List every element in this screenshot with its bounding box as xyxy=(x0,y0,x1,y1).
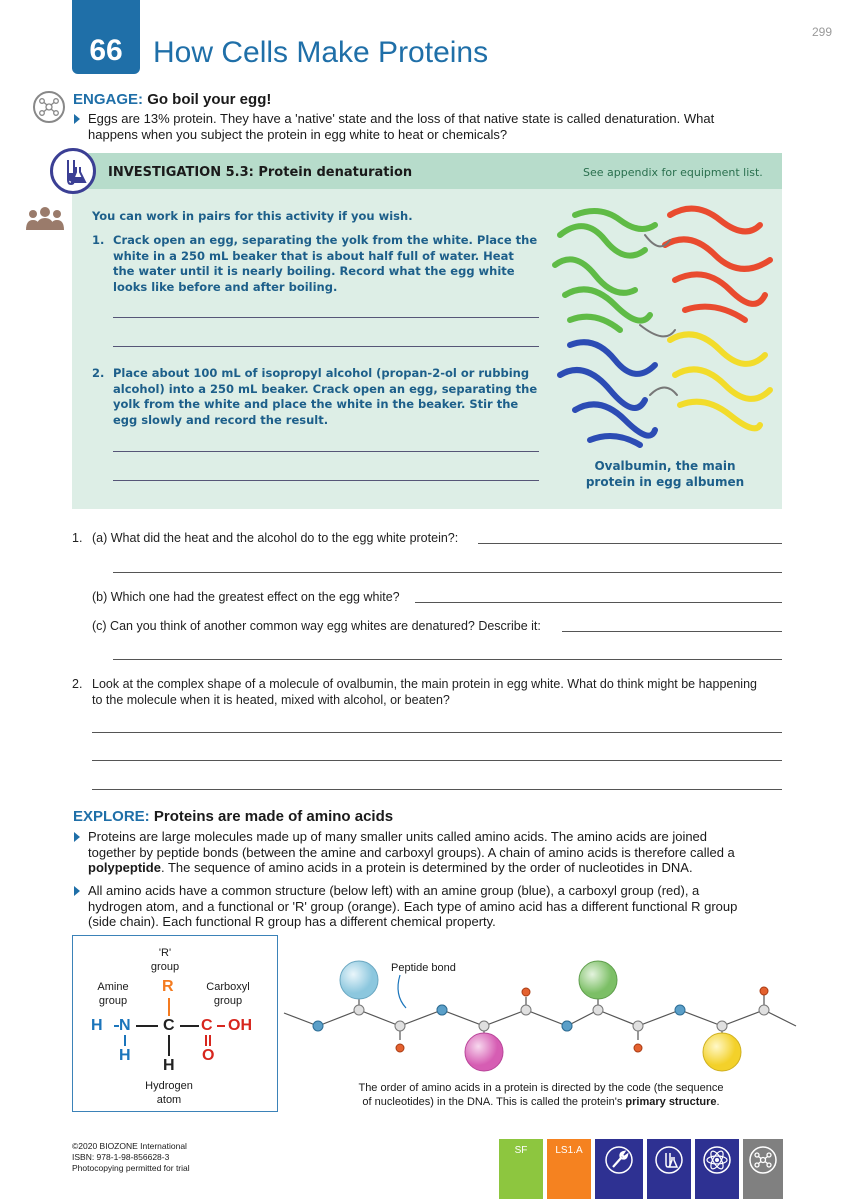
amino-acid-structure-diagram xyxy=(72,935,278,1112)
q2-answer-line[interactable] xyxy=(92,760,782,761)
atom-icon xyxy=(702,1145,732,1175)
q2-text: Look at the complex shape of a molecule of ovalbumin, the main protein in egg white. What do think might be happening to the molecule when it is heated, mixed with alcohol, or beaten? xyxy=(92,677,757,707)
network-icon xyxy=(33,91,65,123)
r-group-label: 'R' group xyxy=(150,947,180,973)
explore-bullet-1: Proteins are large molecules made up of many smaller units called amino acids. The amino acids are joined together by peptide bonds (between the amine and carboxyl groups). A chain of amino acids is therefore called a polypeptide. The sequence of amino acids in a protein is determined by the order of nucleotides in DNA. xyxy=(73,829,783,876)
flask-icon-tab xyxy=(647,1139,691,1199)
q1b-text: (b) Which one had the greatest effect on the egg white? xyxy=(92,590,400,604)
appendix-note: See appendix for equipment list. xyxy=(583,166,763,179)
peptide-bond-label: Peptide bond xyxy=(391,962,456,974)
q2-number: 2. xyxy=(72,677,83,691)
atom-h-amine-down: H xyxy=(119,1047,131,1064)
step1-answer-line[interactable] xyxy=(113,317,539,318)
ovalbumin-structure-image xyxy=(545,195,780,457)
tab-sf: SF xyxy=(499,1139,543,1199)
q1b-answer-line[interactable] xyxy=(415,602,782,603)
pairs-icon xyxy=(24,206,66,237)
tab-ls1a: LS1.A xyxy=(547,1139,591,1199)
activity-number: 66 xyxy=(89,34,123,67)
wrench-icon xyxy=(604,1145,634,1175)
hydrogen-atom-label: Hydrogen atom xyxy=(145,1080,193,1106)
page-title: How Cells Make Proteins xyxy=(153,36,489,69)
atom-r: R xyxy=(162,978,174,995)
atom-n: N xyxy=(119,1017,131,1034)
step2-text: Place about 100 mL of isopropyl alcohol (propan-2-ol or rubbing alcohol) into a 250 mL beaker. Crack open an egg, separating the yolk from the white and place the white in the beaker. Stir the egg slowly and record the result. xyxy=(113,366,538,427)
wrench-icon-tab xyxy=(595,1139,643,1199)
atom-c-carboxyl: C xyxy=(201,1017,213,1034)
q1c-answer-line[interactable] xyxy=(113,659,782,660)
q1c-text: (c) Can you think of another common way egg whites are denatured? Describe it: xyxy=(92,619,541,633)
q1a-answer-line[interactable] xyxy=(113,572,782,573)
atom-icon-tab xyxy=(695,1139,739,1199)
q2-answer-line[interactable] xyxy=(92,789,782,790)
amine-group-label: Amine group xyxy=(97,981,129,1007)
step2-number: 2. xyxy=(92,366,105,380)
activity-number-tab xyxy=(72,0,140,74)
q1a-answer-line[interactable] xyxy=(478,543,782,544)
atom-h-alpha: H xyxy=(163,1057,175,1074)
q1a-text: (a) What did the heat and the alcohol do to the egg white protein?: xyxy=(92,531,459,545)
q1c-answer-line[interactable] xyxy=(562,631,782,632)
investigation-intro: You can work in pairs for this activity if you wish. xyxy=(92,209,413,223)
step1-answer-line[interactable] xyxy=(113,346,539,347)
footer-credits: ©2020 BIOZONE International ISBN: 978-1-98-856628-3 Photocopying permitted for trial xyxy=(72,1141,190,1173)
step2-answer-line[interactable] xyxy=(113,451,539,452)
ovalbumin-caption: Ovalbumin, the main protein in egg albumen xyxy=(585,459,745,489)
explore-bullet-2: All amino acids have a common structure (below left) with an amine group (blue), a carboxyl group (red), a hydrogen atom, and a functional or 'R' group (orange). Each type of amino acid has a different functional R group (side chain). Each functional R group has a different chemical property. xyxy=(73,883,783,930)
atom-o: O xyxy=(202,1047,215,1064)
step2-answer-line[interactable] xyxy=(113,480,539,481)
atom-c-alpha: C xyxy=(163,1017,175,1034)
engage-bullet: Eggs are 13% protein. They have a 'native' state and the loss of that native state is called denaturation. What happens when you subject the protein in egg white to heat or chemicals? xyxy=(73,111,783,142)
q2-answer-line[interactable] xyxy=(92,732,782,733)
network-icon xyxy=(748,1145,778,1175)
flask-icon xyxy=(50,148,96,194)
flask-icon xyxy=(654,1145,684,1175)
atom-oh: OH xyxy=(228,1017,252,1034)
investigation-title: INVESTIGATION 5.3: Protein denaturation xyxy=(108,165,413,180)
page-number: 299 xyxy=(812,25,833,39)
step1-number: 1. xyxy=(92,233,105,247)
network-icon-tab xyxy=(743,1139,783,1199)
q1-number: 1. xyxy=(72,531,83,545)
step1-text: Crack open an egg, separating the yolk from the white. Place the white in a 250 mL beaker that is about half full of water. Heat the water until it is nearly boiling. Record what the egg white looks like before and after boiling. xyxy=(113,233,538,294)
explore-heading: EXPLORE: Proteins are made of amino acids xyxy=(73,808,394,825)
atom-h-amine: H xyxy=(91,1017,103,1034)
chain-caption: The order of amino acids in a protein is directed by the code (the sequence of nucleotides) in the DNA. This is called the protein's primary structure. xyxy=(358,1082,724,1108)
engage-heading: ENGAGE: Go boil your egg! xyxy=(73,91,272,108)
carboxyl-group-label: Carboxyl group xyxy=(206,981,250,1007)
polypeptide-chain-diagram xyxy=(282,940,798,1090)
